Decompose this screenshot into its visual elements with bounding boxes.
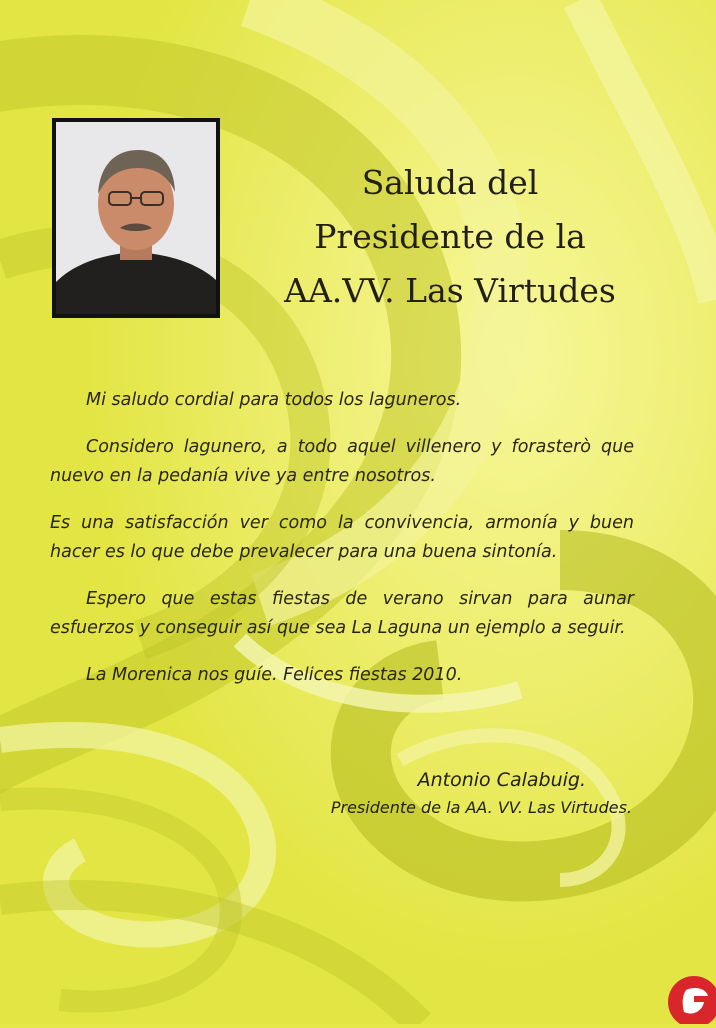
page-title <box>250 156 650 318</box>
portrait-photo <box>56 122 216 314</box>
title-line: Presidente de la <box>314 217 586 256</box>
portrait-photo-frame <box>52 118 220 318</box>
greeting-body <box>50 386 634 708</box>
paragraph: Espero que estas fiestas de verano sirvan para aunar esfuerzos y conseguir así que sea La Laguna un ejemplo a seguir. <box>50 589 634 638</box>
signature-block <box>331 765 632 821</box>
paragraph: Es una satisfacción ver como la convivencia, armonía y buen hacer es lo que debe prevalecer para una buena sintonía. <box>50 513 634 562</box>
title-line: AA.VV. Las Virtudes <box>284 271 616 310</box>
title-line: Saluda del <box>361 163 539 202</box>
paragraph: Mi saludo cordial para todos los laguneros. <box>86 390 462 410</box>
paragraph: Considero lagunero, a todo aquel villenero y forasterò que nuevo en la pedanía vive ya entre nosotros. <box>50 437 634 486</box>
red-circle-logo-icon <box>664 972 716 1024</box>
paragraph: La Morenica nos guíe. Felices fiestas 2010. <box>86 665 463 685</box>
signature-role: Presidente de la AA. VV. Las Virtudes. <box>330 798 632 817</box>
signature-name: Antonio Calabuig. <box>417 769 586 791</box>
